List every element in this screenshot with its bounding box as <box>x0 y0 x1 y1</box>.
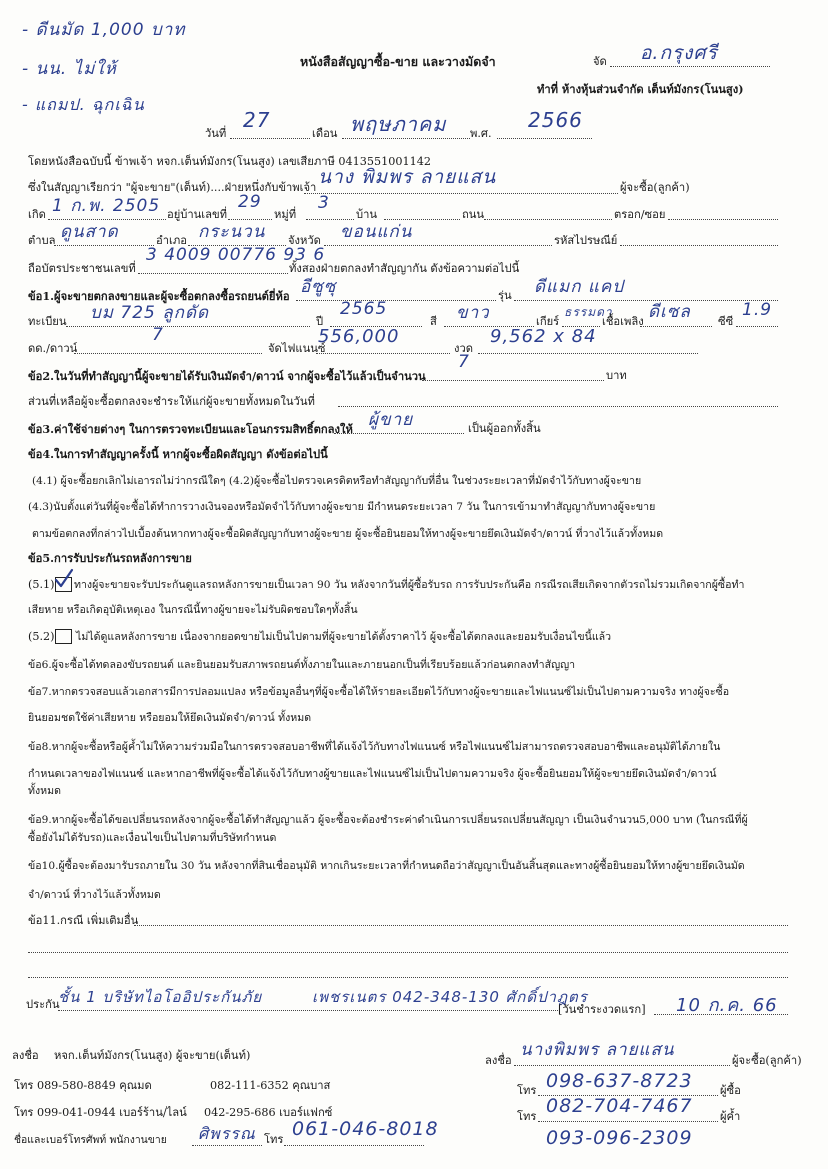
clause5-2-text: ไม่ได้ดูแลหลังการขาย เนื่องจากยอดขายไม่เป็นไปตามที่ผู้จะขายได้ตั้งราคาไว้ ผู้จะซื้อได้ตกลงและยอมรับเงื่อนไขนี้แล้ว <box>76 631 612 643</box>
tambon-dots <box>54 245 154 246</box>
seller-sign-label: ลงชื่อ <box>12 1049 39 1062</box>
fin-dots <box>316 353 450 354</box>
seller-prefix: ซึ่งในสัญญาเรียกว่า "ผู้จะขาย"(เต็นท์)....ฝ่ายหนึ่งกับข้าพเจ้า <box>28 181 317 194</box>
month-value: พฤษภาคม <box>350 112 447 136</box>
inst-dots <box>478 353 698 354</box>
cc-label: ซีซี <box>718 315 734 328</box>
clause4-1: (4.1) ผู้จะซื้อยกเลิกไม่เอารถไม่ว่ากรณีใดๆ (4.2)ผู้จะซื้อไปตรวจเครดิตหรือทำสัญญากับที่อื่น ในช่วงระยะเวลาที่มัดจำไว้กับทางผู้จะขาย <box>32 475 642 487</box>
clause8-c: ทั้งหมด <box>28 785 62 797</box>
zip-dots <box>620 245 778 246</box>
clause2-a: ข้อ2.ในวันที่ทำสัญญานี้ผู้จะขายได้รับเงินมัดจำ/ดาวน์ จากผู้จะซื้อไว้แล้วเป็นจำนวน <box>28 369 426 383</box>
first-due-value: 10 ก.ค. 66 <box>676 995 778 1016</box>
id-value: 3 4009 00776 93 6 <box>146 245 326 265</box>
sales-label: ชื่อและเบอร์โทรศัพท์ พนักงานขาย <box>14 1134 167 1146</box>
sales-tel: 061-046-8018 <box>292 1118 439 1140</box>
clause5-1-text: ทางผู้จะขายจะรับประกันดูแลรถหลังการขายเป็นเวลา 90 วัน หลังจากวันที่ผู้ซื้อรับรถ การรับประกันคือ กรณีรถเสียเกิดจากตัวรถไม่รวมเกิดจากผู้ซื้อทำ <box>74 579 745 591</box>
tel-line-3: โทร 099-041-0944 เบอร์ร้าน/ไลน์ <box>14 1106 187 1119</box>
buyer-tel-label: โทร <box>517 1084 537 1097</box>
clause5-2-num: (5.2) <box>28 630 55 643</box>
model-label: รุ่น <box>498 289 512 302</box>
house-value: 29 <box>238 192 262 212</box>
guar-tel-dots <box>538 1121 718 1122</box>
clause4-3a: (4.3)นับตั้งแต่วันที่ผู้จะซื้อได้ทำการวางเงินจองหรือมัดจำไว้กับทางผู้จะขาย มีกำหนดระยะเวลา 7 วัน ในการเข้ามาทำสัญญากับทางผู้จะขาย <box>28 501 656 513</box>
insurance-dots <box>58 1010 558 1011</box>
buyer-tel-suffix: ผู้ซื้อ <box>720 1084 741 1097</box>
year-value: 2566 <box>528 108 583 132</box>
fin-label: จัดไฟแนนซ์ <box>268 342 326 355</box>
brand-value: อีซูซุ <box>300 277 337 297</box>
clause10-a: ข้อ10.ผู้ซื้อจะต้องมารับรถภายใน 30 วัน หลังจากที่สินเชื่ออนุมัติ หากเกินระยะเวลาที่กำหนดถือว่าสัญญาเป็นอันสิ้นสุดและทางผู้ซื้อยินยอมให้ทางผู้ขายยึดเงินมัด <box>28 860 745 872</box>
color-label: สี <box>430 315 437 328</box>
tel-line-1: โทร 089-580-8849 คุณมด <box>14 1079 152 1092</box>
insurance-label: ประกัน <box>26 998 60 1011</box>
day-dots <box>230 138 310 139</box>
sales-tel-label: โทร <box>264 1133 284 1146</box>
clause8-b: กำหนดเวลาของไฟแนนซ์ และหากอาชีพที่ผู้จะซื้อได้แจ้งไว้กับทางผู้ขายและไฟแนนซ์ไม่เป็นไปตามความจริง ผู้จะซื้อยินยอมให้ผู้จะขายยึดเงินมัดจำ/ดาวน์ <box>28 768 717 780</box>
note-no-weight: - นน. ไม่ให้ <box>22 59 117 79</box>
tambon-value: ดูนสาด <box>60 222 119 242</box>
province-dots <box>324 245 552 246</box>
clause2-b: ส่วนที่เหลือผู้จะซื้อตกลงจะชำระให้แก่ผู้จะขายทั้งหมดในวันที่ <box>28 395 315 408</box>
model-value: ดีแมก แคป <box>534 277 625 297</box>
guar-tel-suffix: ผู้ค้ำ <box>720 1110 741 1123</box>
down-dots <box>74 353 262 354</box>
day-value: 27 <box>243 108 271 132</box>
down-value: 7 <box>152 325 164 345</box>
zip-label: รหัสไปรษณีย์ <box>554 234 618 247</box>
id-dots <box>138 273 288 274</box>
inst-value: 9,562 x 84 <box>490 326 597 347</box>
gear-value: ธรรมดา <box>564 305 613 319</box>
clause7-a: ข้อ7.หากตรวจสอบแล้วเอกสารมีการปลอมแปลง หรือข้อมูลอื่นๆที่ผู้จะซื้อได้ให้รายละเอียดไว้กับทางผู้จะขายและไฟแนนซ์ไม่เป็นไปตามความจริง ทางผู้จะซื้อ <box>28 686 730 698</box>
moo-label: หมู่ที่ <box>274 208 297 221</box>
year-label: พ.ศ. <box>470 127 492 140</box>
moo-value: 3 <box>318 193 330 213</box>
down-label: ดด./ดาวน์ <box>28 342 78 355</box>
sales-name: ศิพรรณ <box>198 1124 256 1143</box>
inst-label: งวด <box>454 342 474 355</box>
guarantor-tel: 082-704-7467 <box>546 1095 693 1117</box>
insurance-value: ชั้น 1 บริษัทไอโออิประกันภัย <box>58 988 263 1006</box>
branch-value: อ.กรุงศรี <box>640 42 718 64</box>
clause11: ข้อ11.กรณี เพิ่มเติมอื่น <box>28 914 139 927</box>
clause8-a: ข้อ8.หากผู้จะซื้อหรือผู้ค้ำไม่ให้ความร่วมมือในการตรวจสอบอาชีพที่ได้แจ้งไว้กับทางไฟแนนซ์ หรือไฟแนนซ์ไม่สามารถตรวจสอบอาชีพและอนุมัติได้ภายใน <box>28 741 721 753</box>
fuel-value: ดีเซล <box>648 302 691 322</box>
buyer-signature: นางพิมพร ลายแสน <box>520 1040 675 1060</box>
year-dots <box>497 138 592 139</box>
id-suffix: ทั้งสองฝ่ายตกลงทำสัญญากัน ดังข้อความต่อไปนี้ <box>289 262 520 275</box>
gear-label: เกียร์ <box>536 315 560 328</box>
first-due-label: [วันชำระงวดแรก] <box>558 1003 646 1016</box>
clause9-a: ข้อ9.หากผู้จะซื้อได้ขอเปลี่ยนรถหลังจากผู้จะซื้อได้ทำสัญญาแล้ว ผู้จะซื้อจะต้องชำระค่าดำเนินการเปลี่ยนรถเปลี่ยนสัญญา เป็นเงินจำนวน5,000 บาท (ในกรณีที่ผู้ <box>28 814 748 826</box>
guar-tel-label: โทร <box>517 1110 537 1123</box>
reg-value: บม 725 ลูกดัด <box>90 303 210 323</box>
buyer-sign-suffix: ผู้จะซื้อ(ลูกค้า) <box>732 1054 802 1067</box>
house-label: อยู่บ้านเลขที่ <box>167 208 228 221</box>
amphoe-label: อำเภอ <box>156 234 187 247</box>
province-label: จังหวัด <box>288 234 321 247</box>
cc-value: 1.9 <box>742 300 773 320</box>
tambon-label: ตำบล <box>28 234 56 247</box>
fuel-label: เชื้อเพลิง <box>602 315 644 328</box>
color-value: ขาว <box>456 303 490 323</box>
id-label: ถือบัตรประชาชนเลขที่ <box>28 262 136 275</box>
cc-dots <box>736 326 778 327</box>
buyer-tel: 098-637-8723 <box>546 1070 693 1092</box>
fin-value: 556,000 <box>318 326 400 347</box>
clause5: ข้อ5.การรับประกันรถหลังการขาย <box>28 551 192 565</box>
clause11-dots-3 <box>28 977 788 978</box>
deposit-dots <box>422 380 604 381</box>
deposit-amount: 7 <box>458 352 470 372</box>
buyer-name-dots <box>304 193 618 194</box>
insurance-phone: เพชรเนตร 042-348-130 ศักดิ์ปาฎตร <box>312 988 588 1006</box>
born-value: 1 ก.พ. 2505 <box>52 196 161 216</box>
clause3-b: เป็นผู้ออกทั้งสิ้น <box>468 422 541 435</box>
clause3-a: ข้อ3.ค่าใช้จ่ายต่างๆ ในการตรวจทะเบียนและโอนกรรมสิทธิ์ตกลงให้ <box>28 422 353 436</box>
buyer-sign-label: ลงชื่อ <box>485 1054 512 1067</box>
road-label: ถนน <box>462 208 485 221</box>
reg-dots <box>66 326 310 327</box>
baht-label: บาท <box>606 369 627 382</box>
alley-dots <box>668 219 778 220</box>
sales-tel-dots <box>284 1145 424 1146</box>
place-text: ทำที่ ห้างหุ้นส่วนจำกัด เต็นท์มังกร(โนนสูง) <box>537 82 744 96</box>
day-label: วันที่ <box>205 127 227 140</box>
clause6: ข้อ6.ผู้จะซื้อได้ทดลองขับรถยนต์ และยินยอมรับสภาพรถยนต์ทั้งภายในและภายนอกเป็นที่เรียบร้อยแล้วก่อนตกลงทำสัญญา <box>28 659 576 671</box>
note-deposit: - ดีนมัด 1,000 บาท <box>22 20 186 40</box>
clause5-1-num: (5.1) <box>28 578 55 591</box>
extra-tel: 093-096-2309 <box>546 1127 693 1149</box>
alley-label: ตรอก/ซอย <box>614 208 666 221</box>
tel-line-4: 042-295-686 เบอร์แฟกซ์ <box>204 1106 333 1119</box>
village-label: บ้าน <box>356 208 378 221</box>
month-label: เดือน <box>312 127 338 140</box>
fee-payer: ผู้ขาย <box>368 410 414 430</box>
born-label: เกิด <box>28 208 46 221</box>
reg-label: ทะเบียน <box>28 315 67 328</box>
amphoe-value: กระนวน <box>198 222 266 242</box>
province-value: ขอนแก่น <box>340 222 413 242</box>
clause7-b: ยินยอมชดใช้ค่าเสียหาย หรือยอมให้ยึดเงินมัดจำ/ดาวน์ ทั้งหมด <box>28 712 312 724</box>
no-warranty-checkbox[interactable] <box>55 629 72 644</box>
clause4-3b: ตามข้อตกลงที่กล่าวไปเบื้องต้นหากทางผู้จะซื้อผิดสัญญากับทางผู้จะขาย ผู้จะซื้อยินยอมให้ทางผู้จะขายยึดเงินมัดจำ/ดาวน์ ที่วางไว้แล้วทั้งหมด <box>32 528 664 540</box>
clause4: ข้อ4.ในการทำสัญญาครั้งนี้ หากผู้จะซื้อผิดสัญญา ดังข้อต่อไปนี้ <box>28 447 328 461</box>
clause11-dots-1 <box>134 925 788 926</box>
clause10-b: จำ/ดาวน์ ที่วางไว้แล้วทั้งหมด <box>28 889 161 901</box>
clause1-label: ข้อ1.ผู้จะขายตกลงขายและผู้จะซื้อตกลงซื้อรถยนต์ยี่ห้อ <box>28 289 290 303</box>
clause5-1-cont: เสียหาย หรือเกิดอุบัติเหตุเอง ในกรณีนี้ทางผู้ขายจะไม่รับผิดชอบใดๆทั้งสิ้น <box>28 604 358 616</box>
buyer-name: นาง พิมพร ลายแสน <box>318 166 497 188</box>
tel-line-2: 082-111-6352 คุณบาส <box>210 1079 331 1092</box>
branch-label: จัด <box>593 55 607 68</box>
buyer-sign-dots <box>514 1065 730 1066</box>
vyear-value: 2565 <box>340 299 388 319</box>
intro-text: โดยหนังสือฉบับนี้ ข้าพเจ้า หจก.เต็นท์มังกร(โนนสูง) เลขเสียภาษี 0413551001142 <box>28 155 431 168</box>
note-emergency: - แถมป. ฉุกเฉิน <box>22 95 145 114</box>
clause9-b: ซื้อยังไม่ได้รับรถ)และเงื่อนไขเป็นไปตามที่บริษัทกำหนด <box>28 832 277 844</box>
checkmark-icon <box>52 568 74 590</box>
document-title: หนังสือสัญญาซื้อ-ขาย และวางมัดจำ <box>300 54 496 69</box>
fee-payer-dots <box>334 433 464 434</box>
clause11-dots-2 <box>28 952 788 953</box>
buyer-suffix: ผู้จะซื้อ(ลูกค้า) <box>620 181 690 194</box>
model-dots <box>514 300 778 301</box>
fuel-dots <box>640 326 712 327</box>
road-dots <box>484 219 612 220</box>
seller-sign-text: หจก.เต็นท์มังกร(โนนสูง) ผู้จะขาย(เต็นท์) <box>54 1049 251 1062</box>
vyear-label: ปี <box>316 315 324 328</box>
